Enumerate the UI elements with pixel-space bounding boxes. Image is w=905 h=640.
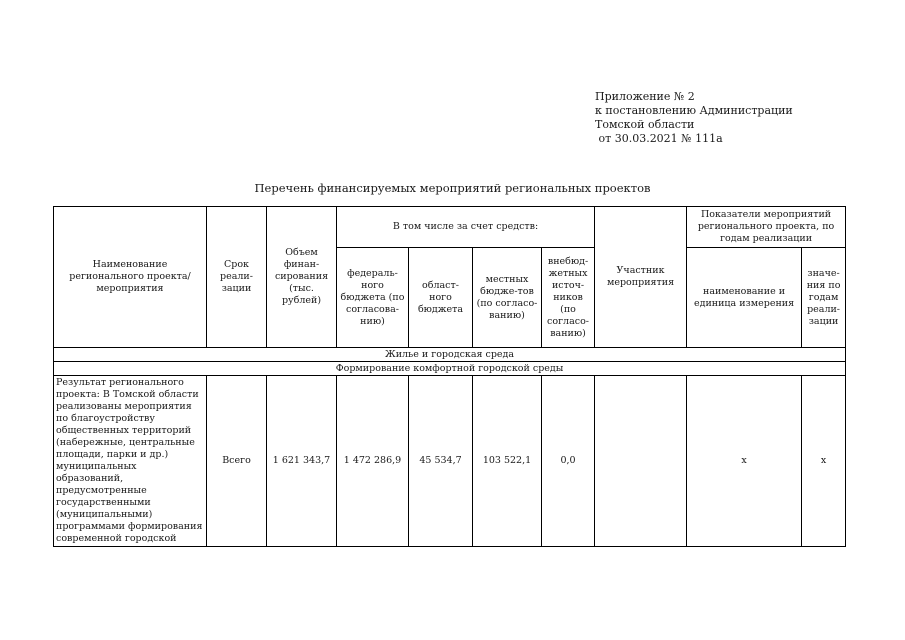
- header-term: Срок реали-зации: [207, 207, 267, 348]
- header-volume: Объем финан-сирования (тыс. рублей): [267, 207, 337, 348]
- appendix-block: [595, 90, 793, 146]
- cell-term: Всего: [207, 376, 267, 547]
- header-regional: област-ного бюджета: [409, 248, 473, 348]
- appendix-line: к постановлению Администрации: [595, 104, 793, 117]
- header-federal: федераль-ного бюджета (по согласова-нию): [337, 248, 409, 348]
- header-local: местных бюдже-тов (по согласо-ванию): [473, 248, 542, 348]
- appendix-line: от 30.03.2021 № 111а: [595, 132, 723, 145]
- header-indicator-name: наименование и единица измерения: [687, 248, 802, 348]
- cell-indicator-value: х: [802, 376, 846, 547]
- projects-table: [53, 206, 846, 547]
- cell-regional: 45 534,7: [409, 376, 473, 547]
- cell-local: 103 522,1: [473, 376, 542, 547]
- header-name: Наименование регионального проекта/мероприятия: [54, 207, 207, 348]
- cell-extrabudget: 0,0: [542, 376, 595, 547]
- section-row: Формирование комфортной городской среды: [54, 362, 846, 376]
- cell-name: Результат регионального проекта: В Томской области реализованы мероприятия по благоустройству общественных территорий (набережные, центральные площади, парки и др.) муниципальных образований, предусмотренные государственными (муниципальными) программами формирования современной городской: [54, 376, 207, 547]
- cell-federal: 1 472 286,9: [337, 376, 409, 547]
- header-sources-group: В том числе за счет средств:: [337, 207, 595, 248]
- header-indicators-group: Показатели мероприятий регионального проекта, по годам реализации: [687, 207, 846, 248]
- cell-volume: 1 621 343,7: [267, 376, 337, 547]
- header-indicator-value: значе-ния по годам реали-зации: [802, 248, 846, 348]
- section-row: Жилье и городская среда: [54, 348, 846, 362]
- table-row: [54, 376, 846, 547]
- cell-participant: [595, 376, 687, 547]
- header-participant: Участник мероприятия: [595, 207, 687, 348]
- document-title: Перечень финансируемых мероприятий региональных проектов: [254, 181, 651, 195]
- appendix-line: Томской области: [595, 118, 695, 131]
- appendix-line: Приложение № 2: [595, 90, 695, 103]
- header-extrabudget: внебюд-жетных источ-ников (по согласо-ванию): [542, 248, 595, 348]
- cell-indicator-name: х: [687, 376, 802, 547]
